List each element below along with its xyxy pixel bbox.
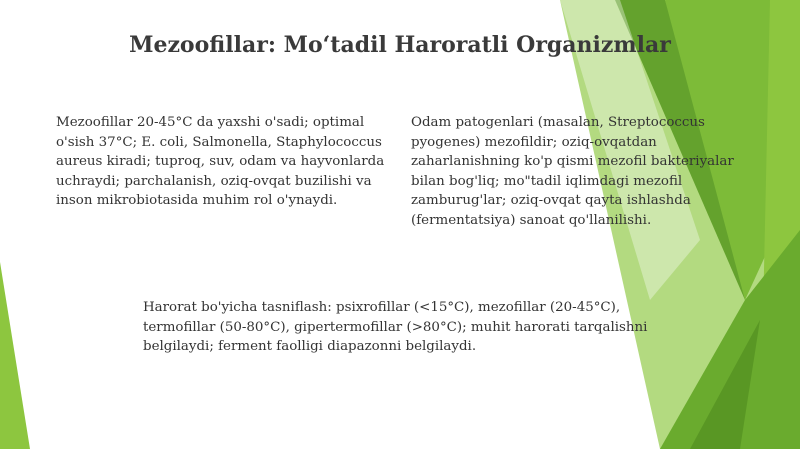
bottom-paragraph: Harorat bo'yicha tasniflash: psixrofillar (<15°C), mezofillar (20-45°C), termofillar (50-80°C), gipertermofillar (>80°C); muhit harorati tarqalishni belgilaydi; ferment faolligi diapazonni belgilaydi. [143,300,648,354]
right-paragraph: Odam patogenlari (masalan, Streptococcus pyogenes) mezofildir; oziq-ovqatdan zaharlanishning ko'p qismi mezofil bakteriyalar bilan bog'liq; mo"tadil iqlimdagi mezofil zamburug'lar; oziq-ovqat qayta ishlashda (fermentatsiya) sanoat qo'llanilishi. [411,115,734,228]
slide-title: Mezoofillar: Mo‘tadil Haroratli Organizmlar [129,32,671,58]
left-green-shape [0,262,30,449]
left-paragraph: Mezoofillar 20-45°C da yaxshi o'sadi; optimal o'sish 37°C; E. coli, Salmonella, Staphylococcus aureus kiradi; tuproq, suv, odam va hayvonlarda uchraydi; parchalanish, oziq-ovqat buzilishi va inson mikrobiotasida muhim rol o'ynaydi. [56,115,385,208]
